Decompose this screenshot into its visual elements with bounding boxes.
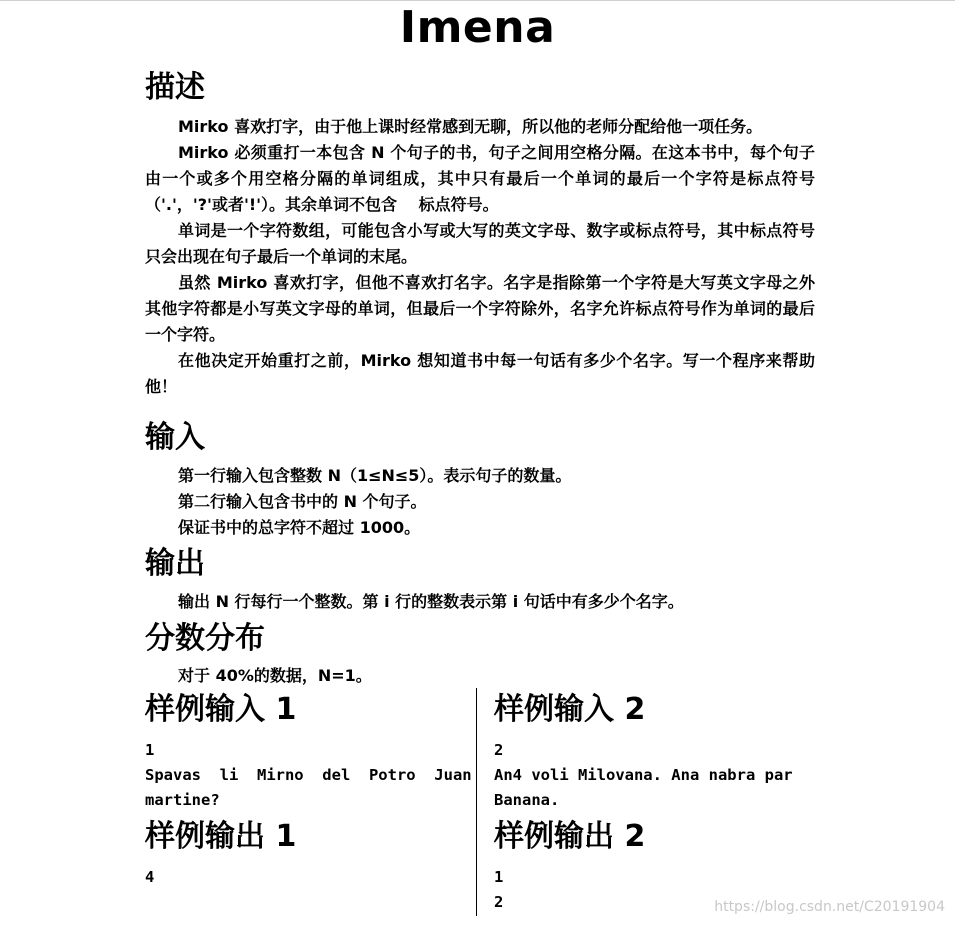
output-heading: 输出 [145,546,205,581]
sample-input-block [145,738,472,813]
sample-input-block [494,738,814,813]
scoring-body [145,663,815,689]
problem-title: Imena [399,2,556,53]
description-paragraph: 在他决定开始重打之前，Mirko 想知道书中每一句话有多少个名字。写一个程序来帮助他！ [145,351,815,396]
sample-input-line: An4 voli Milovana. Ana nabra par [494,766,793,784]
output-line: 输出 N 行每行一个整数。第 i 行的整数表示第 i 句话中有多少个名字。 [178,592,684,611]
sample-input-heading: 样例输入 2 [494,692,646,727]
sample-input-line: Banana. [494,791,560,809]
sample-input-line: martine? [145,791,220,809]
watermark-url: https://blog.csdn.net/C20191904 [714,899,945,915]
sample-output-line: 4 [145,868,155,886]
sample-input-heading: 样例输入 1 [145,692,297,727]
scoring-line: 对于 40%的数据，N=1。 [178,666,372,685]
description-paragraph: 虽然 Mirko 喜欢打字，但他不喜欢打名字。名字是指除第一个字符是大写英文字母之外其他字符都是小写英文字母的单词，但最后一个字符除外，名字允许标点符号作为单词的最后一个字符。 [145,273,815,344]
column-divider [476,688,477,916]
sample-2 [494,692,814,915]
input-line: 保证书中的总字符不超过 1000。 [178,518,421,537]
description-paragraph: Mirko 必须重打一本包含 N 个句子的书，句子之间用空格分隔。在这本书中，每个句子由一个或多个用空格分隔的单词组成，其中只有最后一个单词的最后一个字符是标点符号（'.'，'?'或者'!'）。其余单词不包含 标点符号。 [145,143,815,214]
sample-input-line: 2 [494,741,504,759]
description-paragraph: 单词是一个字符数组，可能包含小写或大写的英文字母、数字或标点符号，其中标点符号只会出现在句子最后一个单词的末尾。 [145,221,815,266]
sample-output-heading: 样例输出 1 [145,819,297,854]
sample-output-line: 2 [494,893,504,911]
sample-1 [145,692,472,890]
sample-input-line: 1 [145,741,155,759]
sample-input-line: Spavas li Mirno del Potro Juan [145,766,472,784]
description-heading: 描述 [145,70,205,105]
description-paragraph: Mirko 喜欢打字，由于他上课时经常感到无聊，所以他的老师分配给他一项任务。 [178,117,763,136]
description-body [145,114,815,400]
sample-output-block [145,865,465,890]
output-body [145,589,815,615]
input-heading: 输入 [145,420,205,455]
top-rule [0,0,955,1]
scoring-heading: 分数分布 [145,621,265,656]
input-line: 第一行输入包含整数 N（1≤N≤5）。表示句子的数量。 [178,466,572,485]
input-body [145,463,815,541]
sample-output-line: 1 [494,868,504,886]
sample-output-heading: 样例输出 2 [494,819,646,854]
input-line: 第二行输入包含书中的 N 个句子。 [178,492,427,511]
